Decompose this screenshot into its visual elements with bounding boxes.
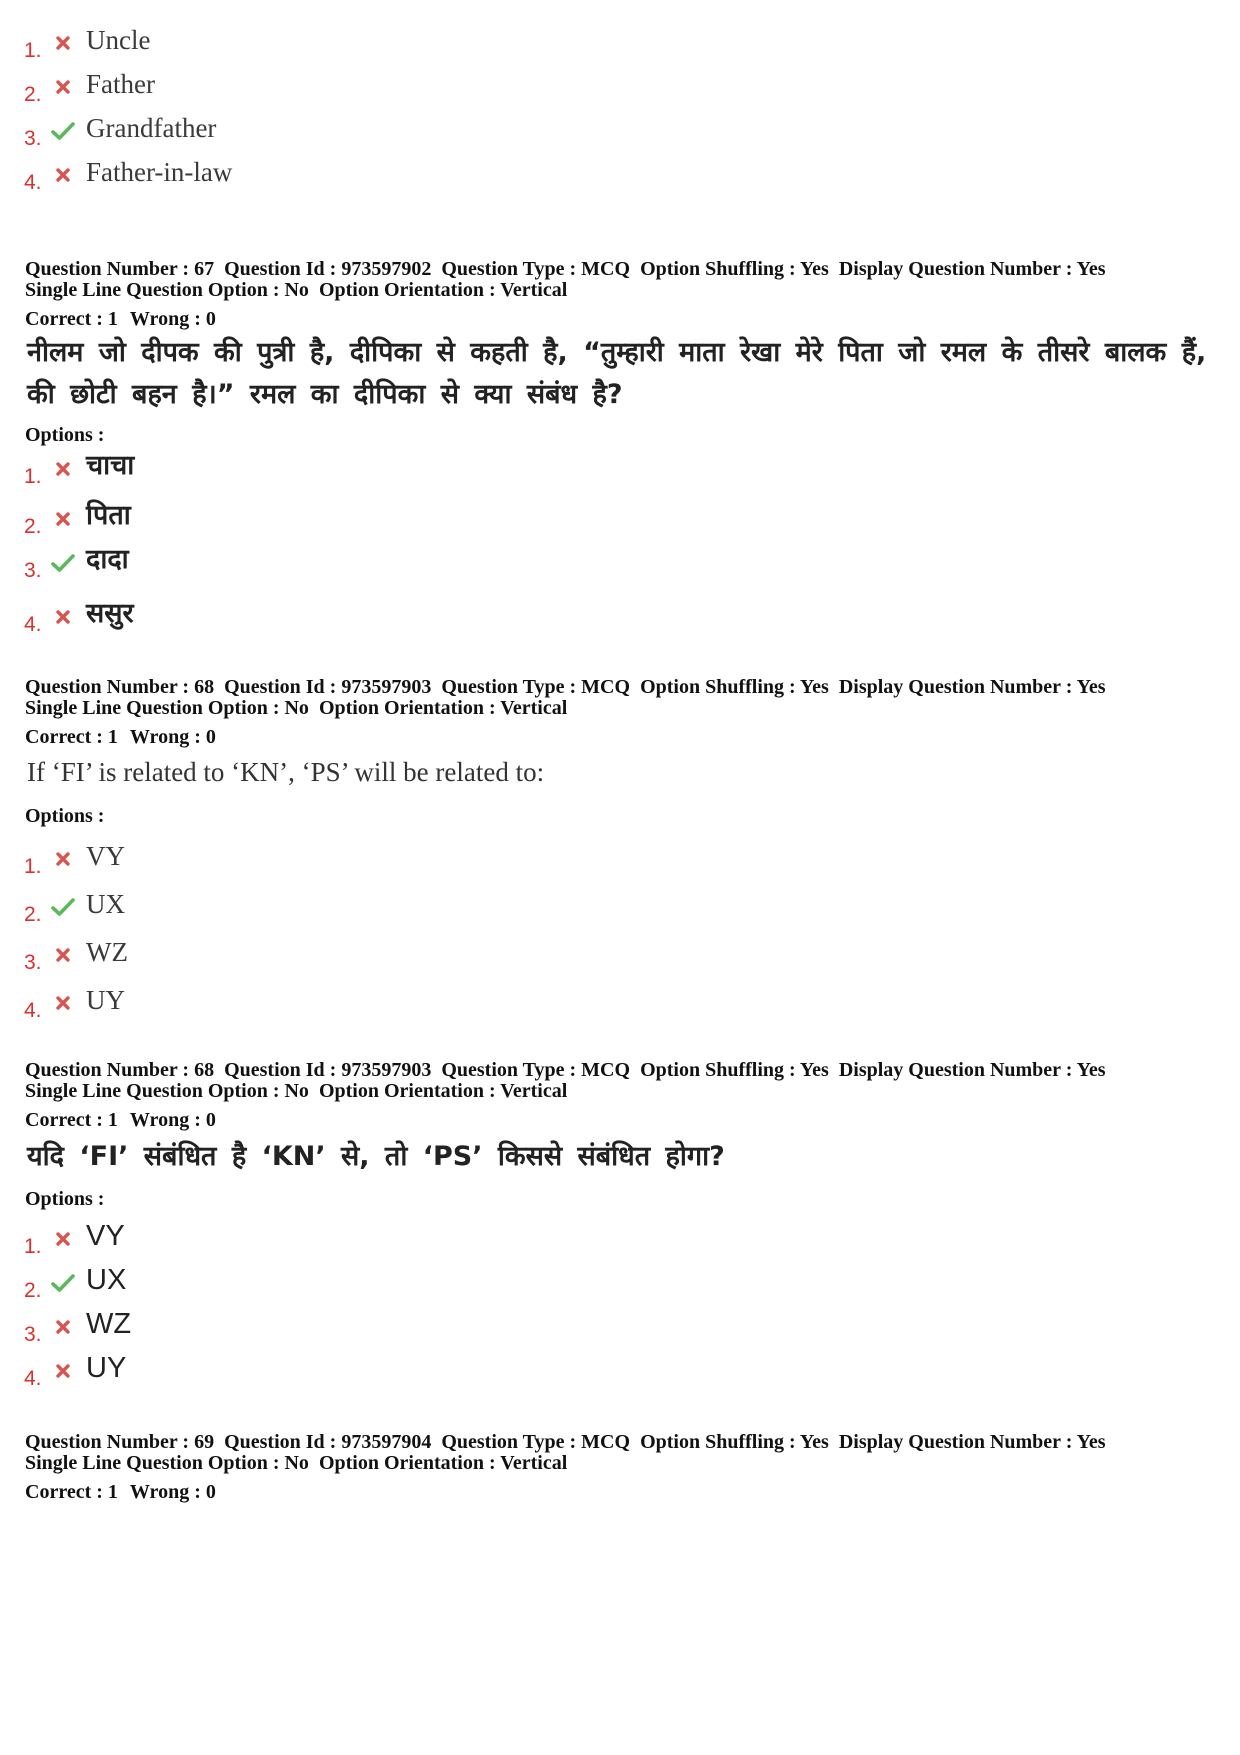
question-text: यदि ‘FI’ संबंधित है ‘KN’ से, तो ‘PS’ किससे संबंधित होगा?: [27, 1141, 725, 1172]
option-row: [24, 542, 129, 582]
option-text: Uncle: [86, 25, 151, 55]
option-number: 2.: [24, 515, 42, 538]
option-text: UX: [86, 1264, 127, 1296]
question-meta-line-1: Question Number : 68 Question Id : 973597903 Question Type : MCQ Option Shuffling : Yes Display Question Number : Yes: [25, 1059, 1106, 1081]
question-meta: [25, 1432, 1106, 1474]
option-row: [24, 110, 216, 150]
check-mark-icon: [50, 120, 76, 142]
option-row: [24, 1262, 126, 1302]
option-row: [24, 596, 134, 636]
score-line: Correct : 1 Wrong : 0: [25, 1481, 216, 1503]
option-row: [24, 982, 125, 1022]
question-meta-line-2: Single Line Question Option : No Option Orientation : Vertical: [25, 697, 568, 719]
option-number: 2.: [24, 1279, 42, 1302]
option-number: 2.: [24, 903, 42, 926]
wrong-mark-icon: [50, 458, 76, 480]
option-text: WZ: [86, 937, 128, 967]
option-text: UY: [86, 1352, 127, 1384]
question-meta-line-1: Question Number : 69 Question Id : 973597904 Question Type : MCQ Option Shuffling : Yes Display Question Number : Yes: [25, 1431, 1106, 1453]
option-text: दादा: [86, 544, 129, 575]
wrong-mark-icon: [50, 848, 76, 870]
wrong-mark-icon: [50, 164, 76, 186]
question-meta-line-1: Question Number : 67 Question Id : 973597902 Question Type : MCQ Option Shuffling : Yes Display Question Number : Yes: [25, 258, 1106, 280]
option-text: चाचा: [86, 450, 135, 481]
option-row: [24, 498, 131, 538]
option-text: UX: [86, 889, 125, 919]
option-number: 1.: [24, 465, 42, 488]
option-row: [24, 838, 125, 878]
option-row: [24, 448, 134, 488]
option-text: Father-in-law: [86, 157, 233, 187]
question-text: नीलम जो दीपक की पुत्री है, दीपिका से कहती है, “तुम्हारी माता रेखा मेरे पिता जो रमल के तीसरे बालक हैं, की छोटी बहन है।” रमल का दीपिका से क्या संबंध है?: [27, 337, 1207, 410]
score-line: Correct : 1 Wrong : 0: [25, 308, 216, 330]
wrong-mark-icon: [50, 76, 76, 98]
question-meta-line-2: Single Line Question Option : No Option Orientation : Vertical: [25, 279, 568, 301]
question-text: If ‘FI’ is related to ‘KN’, ‘PS’ will be related to:: [27, 757, 545, 787]
question-meta: [25, 259, 1106, 301]
options-label: Options :: [25, 424, 105, 446]
score-line: Correct : 1 Wrong : 0: [25, 1109, 216, 1131]
option-number: 3.: [24, 127, 42, 150]
option-number: 4.: [24, 171, 42, 194]
question-meta-line-1: Question Number : 68 Question Id : 973597903 Question Type : MCQ Option Shuffling : Yes Display Question Number : Yes: [25, 676, 1106, 698]
check-mark-icon: [50, 896, 76, 918]
wrong-mark-icon: [50, 1316, 76, 1338]
wrong-mark-icon: [50, 32, 76, 54]
option-row: [24, 66, 155, 106]
option-row: [24, 1350, 126, 1390]
wrong-mark-icon: [50, 1360, 76, 1382]
option-text: UY: [86, 985, 125, 1015]
check-mark-icon: [50, 1272, 76, 1294]
option-text: VY: [86, 841, 125, 871]
option-row: [24, 934, 128, 974]
wrong-mark-icon: [50, 944, 76, 966]
question-meta: [25, 677, 1106, 719]
option-number: 2.: [24, 83, 42, 106]
option-text: ससुर: [86, 598, 134, 629]
option-number: 1.: [24, 39, 42, 62]
option-number: 4.: [24, 613, 42, 636]
question-meta: [25, 1060, 1106, 1102]
option-number: 1.: [24, 1235, 42, 1258]
option-text: Father: [86, 69, 155, 99]
score-line: Correct : 1 Wrong : 0: [25, 726, 216, 748]
option-number: 3.: [24, 559, 42, 582]
wrong-mark-icon: [50, 606, 76, 628]
options-label: Options :: [25, 1188, 105, 1210]
option-text: WZ: [86, 1308, 132, 1340]
question-meta-line-2: Single Line Question Option : No Option Orientation : Vertical: [25, 1080, 568, 1102]
option-row: [24, 1218, 125, 1258]
question-meta-line-2: Single Line Question Option : No Option Orientation : Vertical: [25, 1452, 568, 1474]
option-row: [24, 1306, 131, 1346]
option-number: 4.: [24, 1367, 42, 1390]
check-mark-icon: [50, 552, 76, 574]
option-number: 3.: [24, 951, 42, 974]
option-row: [24, 154, 232, 194]
option-number: 1.: [24, 855, 42, 878]
option-number: 4.: [24, 999, 42, 1022]
option-row: [24, 886, 125, 926]
wrong-mark-icon: [50, 992, 76, 1014]
option-text: VY: [86, 1220, 125, 1252]
option-text: Grandfather: [86, 113, 217, 143]
wrong-mark-icon: [50, 1228, 76, 1250]
option-text: पिता: [86, 500, 131, 531]
option-row: [24, 22, 150, 62]
option-number: 3.: [24, 1323, 42, 1346]
options-label: Options :: [25, 805, 105, 827]
wrong-mark-icon: [50, 508, 76, 530]
